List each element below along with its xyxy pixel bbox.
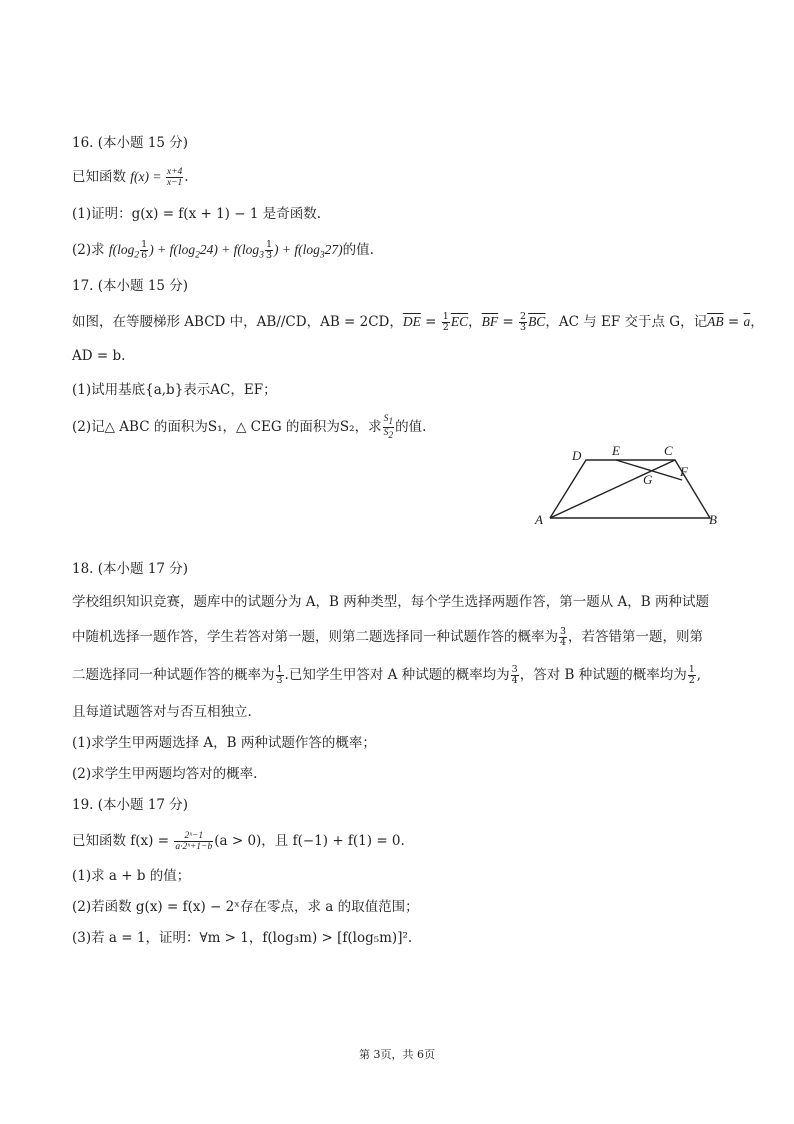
label-f: F xyxy=(680,464,688,479)
q17-part1: (1)试用基底{a,b}表示AC，EF； xyxy=(72,382,277,398)
q17-line1: 如图，在等腰梯形 ABCD 中，AB//CD，AB = 2CD，$\overline{DE}$ = $\frac{1}{2}$ $\overline{EC}$，$\overline{BF}$ = $\frac{2}{3}$ $\overline{BC}$，AC 与 EF 交于点 G，记$\overline{AB} = \overline{a}$， xyxy=(72,311,764,333)
label-b: B xyxy=(709,512,717,527)
label-d: D xyxy=(572,448,582,463)
q19-part1: (1)求 a + b 的值； xyxy=(72,868,191,884)
trapezoid-figure xyxy=(532,438,732,533)
q18-line3-mid2: ，答对 B 种试题的概率均为 xyxy=(519,667,687,683)
q18-part2: (2)求学生甲两题均答对的概率. xyxy=(72,766,258,782)
q19-given-prefix: 已知函数 f(x) = xyxy=(72,833,174,849)
q19-den: a·2ˣ+1−b xyxy=(175,842,213,852)
q18-line1: 学校组织知识竞赛，题库中的试题分为 A，B 两种类型，每个学生选择两题作答，第一题从 A，B 两种试题 xyxy=(72,594,710,610)
q19-part3: (3)若 a = 1，证明：∀m > 1，f(log₃m) > [f(log₅m)]². xyxy=(72,930,413,946)
q16-part1: (1)证明：g(x) = f(x + 1) − 1 是奇函数. xyxy=(72,206,321,222)
q17-line2: AD = b. xyxy=(72,348,126,364)
q17-line1-prefix: 如图，在等腰梯形 ABCD 中，AB//CD，AB = 2CD， xyxy=(72,314,403,330)
q18-header: 18. (本小题 17 分) xyxy=(72,561,189,577)
q18-line2: 中随机选择一题作答，学生若答对第一题，则第二题选择同一种试题作答的概率为 $\frac{3}{4}$ ，若答错第一题，则第 xyxy=(72,626,704,648)
q16-part2-prefix: (2)求 xyxy=(72,242,109,258)
q18-line4: 且每道试题答对与否互相独立. xyxy=(72,704,252,720)
q17-part2: (2)记△ ABC 的面积为S₁，△ CEG 的面积为S₂，求 $\frac{S_1}{S_2}$ 的值. xyxy=(72,414,427,441)
q16-num: x+4 xyxy=(166,167,183,177)
q16-given: 已知函数 f(x) = $\frac{x+4}{x-1}$ . xyxy=(72,167,189,188)
q16-header: 16. (本小题 15 分) xyxy=(72,135,189,151)
q16-given-prefix: 已知函数 xyxy=(72,169,131,185)
label-e: E xyxy=(612,443,620,458)
q16-fraction xyxy=(166,167,183,188)
q17-part2-suffix: 的值. xyxy=(395,418,427,435)
q19-header: 19. (本小题 17 分) xyxy=(72,797,189,813)
q19-given-suffix: (a > 0)，且 f(−1) + f(1) = 0. xyxy=(214,833,405,849)
q19-num: 2ˣ−1 xyxy=(174,831,213,842)
q16-part2-suffix: 的值. xyxy=(342,242,374,258)
q18-line3: 二题选择同一种试题作答的概率为 $\frac{1}{3}$ .已知学生甲答对 A 种试题的概率均为 $\frac{3}{4}$ ，答对 B 种试题的概率均为 $\frac{1}{2}$ , xyxy=(72,664,702,686)
page-footer: 第 3页，共 6页 xyxy=(359,1048,435,1061)
q18-line3-mid1: .已知学生甲答对 A 种试题的概率均为 xyxy=(284,667,510,683)
q16-den: x−1 xyxy=(166,178,183,188)
q18-line3-prefix: 二题选择同一种试题作答的概率为 xyxy=(72,667,275,683)
q16-func-lhs: f(x) = xyxy=(130,169,165,184)
q16-part2: (2)求 $f(\log_2$ $\frac{1}{6}$ ) + $f(\log_224) + f(\log_3$ $\frac{1}{3}$ ) + $f(\log_327)$的值. xyxy=(72,239,374,261)
q18-line2-suffix: ，若答错第一题，则第 xyxy=(568,629,704,645)
label-c: C xyxy=(664,443,673,458)
q19-part2: (2)若函数 g(x) = f(x) − 2ˣ存在零点，求 a 的取值范围； xyxy=(72,899,419,915)
label-g: G xyxy=(643,472,653,487)
q17-line1-suffix: ，AC 与 EF 交于点 G，记 xyxy=(545,314,708,330)
label-a: A xyxy=(535,512,543,527)
q19-given xyxy=(72,831,405,852)
q18-line2-prefix: 中随机选择一题作答，学生若答对第一题，则第二题选择同一种试题作答的概率为 xyxy=(72,629,558,645)
q17-header: 17. (本小题 15 分) xyxy=(72,278,189,294)
q17-part2-prefix: (2)记△ ABC 的面积为S₁，△ CEG 的面积为S₂，求 xyxy=(72,418,382,435)
q18-part1: (1)求学生甲两题选择 A，B 两种试题作答的概率； xyxy=(72,735,376,751)
